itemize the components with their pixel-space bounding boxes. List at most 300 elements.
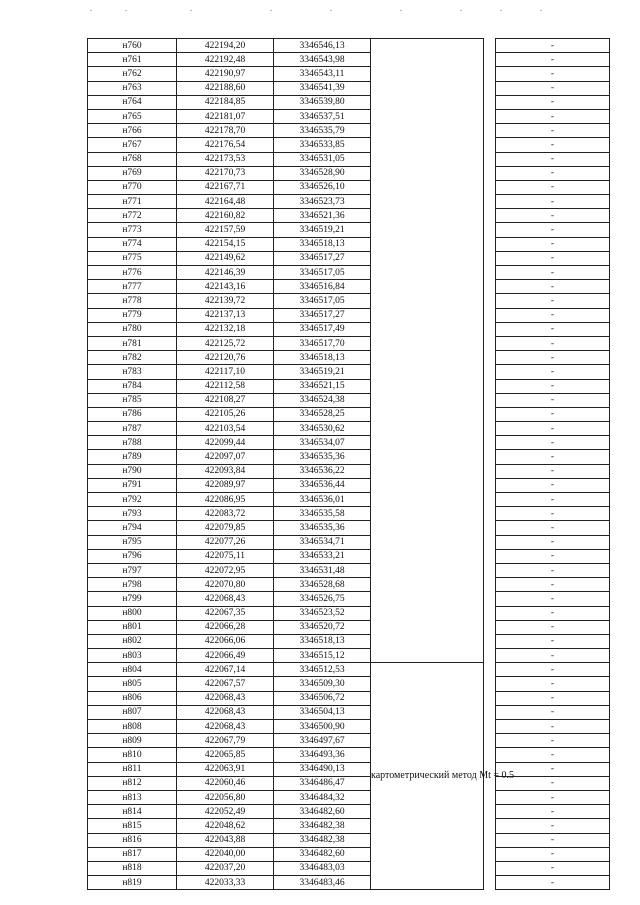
coord-x: 422132,18 [177, 322, 274, 336]
coord-y: 3346530,62 [274, 422, 371, 436]
point-name: н799 [88, 592, 177, 606]
coord-x: 422066,49 [177, 649, 274, 663]
point-name: н772 [88, 209, 177, 223]
point-name: н808 [88, 720, 177, 734]
coord-y: 3346528,25 [274, 407, 371, 421]
point-name: н804 [88, 663, 177, 677]
table-row [88, 294, 610, 308]
coord-x: 422167,71 [177, 180, 274, 194]
coord-y: 3346539,80 [274, 95, 371, 109]
gap-cell [484, 535, 496, 549]
coord-y: 3346536,01 [274, 493, 371, 507]
coord-y: 3346483,46 [274, 876, 371, 890]
precision-dash: - [496, 124, 610, 138]
table-row [88, 95, 610, 109]
table-row [88, 195, 610, 209]
gap-cell [484, 422, 496, 436]
table-row [88, 563, 610, 577]
coord-x: 422068,43 [177, 720, 274, 734]
gap-cell [484, 336, 496, 350]
point-name: н814 [88, 805, 177, 819]
precision-dash: - [496, 833, 610, 847]
point-name: н810 [88, 748, 177, 762]
coord-x: 422170,73 [177, 166, 274, 180]
gap-cell [484, 748, 496, 762]
coord-x: 422149,62 [177, 251, 274, 265]
coord-y: 3346535,79 [274, 124, 371, 138]
coord-x: 422070,80 [177, 578, 274, 592]
precision-dash: - [496, 266, 610, 280]
precision-dash: - [496, 535, 610, 549]
gap-cell [484, 691, 496, 705]
point-name: н761 [88, 53, 177, 67]
precision-dash: - [496, 365, 610, 379]
method-cell: картометрический метод Mt = 0.5 [371, 663, 484, 890]
table-row [88, 507, 610, 521]
gap-cell [484, 266, 496, 280]
precision-dash: - [496, 677, 610, 691]
gap-cell [484, 634, 496, 648]
point-name: н767 [88, 138, 177, 152]
table-row [88, 180, 610, 194]
gap-cell [484, 180, 496, 194]
precision-dash: - [496, 351, 610, 365]
point-name: н801 [88, 620, 177, 634]
table-row [88, 720, 610, 734]
coord-x: 422188,60 [177, 81, 274, 95]
precision-dash: - [496, 109, 610, 123]
coord-x: 422117,10 [177, 365, 274, 379]
table-row [88, 705, 610, 719]
point-name: н791 [88, 478, 177, 492]
point-name: н778 [88, 294, 177, 308]
point-name: н819 [88, 876, 177, 890]
coord-y: 3346482,60 [274, 805, 371, 819]
point-name: н796 [88, 549, 177, 563]
precision-dash: - [496, 634, 610, 648]
coord-x: 422190,97 [177, 67, 274, 81]
point-name: н764 [88, 95, 177, 109]
gap-cell [484, 805, 496, 819]
coord-y: 3346516,84 [274, 280, 371, 294]
precision-dash: - [496, 294, 610, 308]
coord-x: 422097,07 [177, 450, 274, 464]
gap-cell [484, 379, 496, 393]
coord-y: 3346536,22 [274, 464, 371, 478]
table-row [88, 53, 610, 67]
table-row [88, 521, 610, 535]
coord-y: 3346517,27 [274, 308, 371, 322]
gap-cell [484, 67, 496, 81]
precision-dash: - [496, 81, 610, 95]
point-name: н760 [88, 39, 177, 53]
coord-x: 422077,26 [177, 535, 274, 549]
gap-cell [484, 152, 496, 166]
precision-dash: - [496, 847, 610, 861]
gap-cell [484, 39, 496, 53]
gap-cell [484, 365, 496, 379]
precision-dash: - [496, 748, 610, 762]
table-row [88, 861, 610, 875]
table-row [88, 351, 610, 365]
precision-dash: - [496, 223, 610, 237]
coord-y: 3346533,21 [274, 549, 371, 563]
precision-dash: - [496, 67, 610, 81]
coord-y: 3346531,48 [274, 563, 371, 577]
coord-y: 3346528,68 [274, 578, 371, 592]
coord-x: 422060,46 [177, 776, 274, 790]
precision-dash: - [496, 209, 610, 223]
point-name: н806 [88, 691, 177, 705]
gap-cell [484, 436, 496, 450]
table-row [88, 464, 610, 478]
precision-dash: - [496, 819, 610, 833]
coord-x: 422075,11 [177, 549, 274, 563]
gap-cell [484, 407, 496, 421]
gap-cell [484, 95, 496, 109]
table-row [88, 365, 610, 379]
precision-dash: - [496, 95, 610, 109]
point-name: н785 [88, 393, 177, 407]
coord-y: 3346509,30 [274, 677, 371, 691]
coord-y: 3346535,58 [274, 507, 371, 521]
point-name: н817 [88, 847, 177, 861]
point-name: н805 [88, 677, 177, 691]
coord-x: 422164,48 [177, 195, 274, 209]
table-row [88, 379, 610, 393]
gap-cell [484, 138, 496, 152]
table-row [88, 422, 610, 436]
gap-cell [484, 53, 496, 67]
coord-x: 422181,07 [177, 109, 274, 123]
coord-x: 422194,20 [177, 39, 274, 53]
point-name: н809 [88, 734, 177, 748]
gap-cell [484, 209, 496, 223]
point-name: н797 [88, 563, 177, 577]
gap-cell [484, 493, 496, 507]
gap-cell [484, 720, 496, 734]
point-name: н812 [88, 776, 177, 790]
coord-y: 3346500,90 [274, 720, 371, 734]
gap-cell [484, 280, 496, 294]
coord-y: 3346535,36 [274, 521, 371, 535]
coord-y: 3346484,32 [274, 790, 371, 804]
table-row [88, 322, 610, 336]
coordinates-table [87, 38, 610, 890]
gap-cell [484, 81, 496, 95]
point-name: н780 [88, 322, 177, 336]
table-row [88, 67, 610, 81]
table-body [88, 39, 610, 890]
coord-y: 3346497,67 [274, 734, 371, 748]
coord-y: 3346517,49 [274, 322, 371, 336]
table-row [88, 493, 610, 507]
coord-y: 3346523,52 [274, 606, 371, 620]
coord-x: 422068,43 [177, 705, 274, 719]
table-row [88, 549, 610, 563]
point-name: н769 [88, 166, 177, 180]
coord-y: 3346482,38 [274, 833, 371, 847]
precision-dash: - [496, 478, 610, 492]
table-row [88, 280, 610, 294]
table-row [88, 266, 610, 280]
table-row [88, 734, 610, 748]
table-row [88, 336, 610, 350]
table-row [88, 762, 610, 776]
precision-dash: - [496, 705, 610, 719]
precision-dash: - [496, 450, 610, 464]
coord-x: 422048,62 [177, 819, 274, 833]
coord-y: 3346518,13 [274, 237, 371, 251]
gap-cell [484, 450, 496, 464]
table-row [88, 592, 610, 606]
point-name: н794 [88, 521, 177, 535]
point-name: н784 [88, 379, 177, 393]
gap-cell [484, 166, 496, 180]
coord-x: 422184,85 [177, 95, 274, 109]
point-name: н777 [88, 280, 177, 294]
point-name: н795 [88, 535, 177, 549]
precision-dash: - [496, 790, 610, 804]
point-name: н781 [88, 336, 177, 350]
precision-dash: - [496, 606, 610, 620]
point-name: н803 [88, 649, 177, 663]
precision-dash: - [496, 166, 610, 180]
table-row [88, 393, 610, 407]
table-row [88, 39, 610, 53]
coord-y: 3346534,07 [274, 436, 371, 450]
table-row [88, 436, 610, 450]
coord-x: 422068,43 [177, 691, 274, 705]
coord-x: 422157,59 [177, 223, 274, 237]
coord-x: 422139,72 [177, 294, 274, 308]
precision-dash: - [496, 53, 610, 67]
point-name: н811 [88, 762, 177, 776]
gap-cell [484, 223, 496, 237]
coord-y: 3346523,73 [274, 195, 371, 209]
coord-x: 422066,06 [177, 634, 274, 648]
precision-dash: - [496, 776, 610, 790]
point-name: н815 [88, 819, 177, 833]
precision-dash: - [496, 152, 610, 166]
coord-y: 3346526,75 [274, 592, 371, 606]
coord-x: 422067,35 [177, 606, 274, 620]
table-row [88, 606, 610, 620]
coord-x: 422086,95 [177, 493, 274, 507]
gap-cell [484, 592, 496, 606]
point-name: н774 [88, 237, 177, 251]
coord-x: 422093,84 [177, 464, 274, 478]
coord-y: 3346543,98 [274, 53, 371, 67]
precision-dash: - [496, 493, 610, 507]
gap-cell [484, 294, 496, 308]
precision-dash: - [496, 336, 610, 350]
coord-x: 422063,91 [177, 762, 274, 776]
coord-y: 3346519,21 [274, 365, 371, 379]
precision-dash: - [496, 195, 610, 209]
coord-y: 3346517,27 [274, 251, 371, 265]
point-name: н768 [88, 152, 177, 166]
coord-x: 422067,57 [177, 677, 274, 691]
gap-cell [484, 124, 496, 138]
precision-dash: - [496, 876, 610, 890]
coord-y: 3346517,05 [274, 266, 371, 280]
coord-y: 3346517,70 [274, 336, 371, 350]
table-row [88, 308, 610, 322]
gap-cell [484, 663, 496, 677]
coord-y: 3346493,36 [274, 748, 371, 762]
precision-dash: - [496, 308, 610, 322]
point-name: н783 [88, 365, 177, 379]
gap-cell [484, 649, 496, 663]
coord-y: 3346546,13 [274, 39, 371, 53]
gap-cell [484, 833, 496, 847]
point-name: н807 [88, 705, 177, 719]
point-name: н765 [88, 109, 177, 123]
gap-cell [484, 393, 496, 407]
precision-dash: - [496, 138, 610, 152]
point-name: н798 [88, 578, 177, 592]
gap-cell [484, 549, 496, 563]
point-name: н818 [88, 861, 177, 875]
precision-dash: - [496, 39, 610, 53]
gap-cell [484, 734, 496, 748]
point-name: н770 [88, 180, 177, 194]
gap-cell [484, 620, 496, 634]
precision-dash: - [496, 663, 610, 677]
coord-x: 422108,27 [177, 393, 274, 407]
precision-dash: - [496, 251, 610, 265]
gap-cell [484, 876, 496, 890]
coord-y: 3346490,13 [274, 762, 371, 776]
coord-x: 422083,72 [177, 507, 274, 521]
point-name: н776 [88, 266, 177, 280]
coord-x: 422154,15 [177, 237, 274, 251]
coord-x: 422146,39 [177, 266, 274, 280]
table-row [88, 677, 610, 691]
table-row [88, 407, 610, 421]
precision-dash: - [496, 436, 610, 450]
table-row [88, 478, 610, 492]
coord-x: 422178,70 [177, 124, 274, 138]
point-name: н790 [88, 464, 177, 478]
table-row [88, 251, 610, 265]
gap-cell [484, 351, 496, 365]
table-row [88, 691, 610, 705]
coord-y: 3346526,10 [274, 180, 371, 194]
coord-y: 3346534,71 [274, 535, 371, 549]
point-name: н786 [88, 407, 177, 421]
coord-x: 422065,85 [177, 748, 274, 762]
point-name: н813 [88, 790, 177, 804]
coord-y: 3346533,85 [274, 138, 371, 152]
coord-y: 3346543,11 [274, 67, 371, 81]
coord-x: 422099,44 [177, 436, 274, 450]
table-row [88, 450, 610, 464]
coord-x: 422192,48 [177, 53, 274, 67]
gap-cell [484, 507, 496, 521]
coord-x: 422105,26 [177, 407, 274, 421]
point-name: н816 [88, 833, 177, 847]
coord-y: 3346536,44 [274, 478, 371, 492]
coord-x: 422067,14 [177, 663, 274, 677]
precision-dash: - [496, 507, 610, 521]
coord-x: 422160,82 [177, 209, 274, 223]
coord-y: 3346486,47 [274, 776, 371, 790]
gap-cell [484, 464, 496, 478]
gap-cell [484, 847, 496, 861]
precision-dash: - [496, 691, 610, 705]
point-name: н773 [88, 223, 177, 237]
table-row [88, 109, 610, 123]
coord-y: 3346518,13 [274, 634, 371, 648]
coord-x: 422040,00 [177, 847, 274, 861]
scan-noise [70, 10, 550, 16]
point-name: н762 [88, 67, 177, 81]
coord-x: 422068,43 [177, 592, 274, 606]
point-name: н775 [88, 251, 177, 265]
table-row [88, 876, 610, 890]
method-cell-empty [371, 39, 484, 663]
gap-cell [484, 521, 496, 535]
table-row [88, 790, 610, 804]
point-name: н766 [88, 124, 177, 138]
coord-y: 3346524,38 [274, 393, 371, 407]
table-row [88, 152, 610, 166]
table-row [88, 819, 610, 833]
precision-dash: - [496, 422, 610, 436]
coord-y: 3346537,51 [274, 109, 371, 123]
table-row [88, 166, 610, 180]
coord-y: 3346504,13 [274, 705, 371, 719]
coord-y: 3346518,13 [274, 351, 371, 365]
precision-dash: - [496, 861, 610, 875]
gap-cell [484, 578, 496, 592]
table-row [88, 776, 610, 790]
precision-dash: - [496, 620, 610, 634]
coord-x: 422067,79 [177, 734, 274, 748]
table-row [88, 209, 610, 223]
coord-x: 422120,76 [177, 351, 274, 365]
precision-dash: - [496, 805, 610, 819]
gap-cell [484, 195, 496, 209]
coord-y: 3346521,36 [274, 209, 371, 223]
gap-cell [484, 308, 496, 322]
coord-y: 3346482,38 [274, 819, 371, 833]
coord-y: 3346515,12 [274, 649, 371, 663]
coord-x: 422079,85 [177, 521, 274, 535]
table-row [88, 124, 610, 138]
table-row [88, 847, 610, 861]
point-name: н779 [88, 308, 177, 322]
coord-y: 3346506,72 [274, 691, 371, 705]
table-row [88, 833, 610, 847]
precision-dash: - [496, 180, 610, 194]
coord-y: 3346528,90 [274, 166, 371, 180]
point-name: н802 [88, 634, 177, 648]
precision-dash: - [496, 407, 610, 421]
point-name: н800 [88, 606, 177, 620]
coord-x: 422112,58 [177, 379, 274, 393]
gap-cell [484, 237, 496, 251]
precision-dash: - [496, 237, 610, 251]
precision-dash: - [496, 592, 610, 606]
coord-x: 422052,49 [177, 805, 274, 819]
table-row [88, 805, 610, 819]
coord-y: 3346535,36 [274, 450, 371, 464]
coord-x: 422176,54 [177, 138, 274, 152]
coord-y: 3346521,15 [274, 379, 371, 393]
